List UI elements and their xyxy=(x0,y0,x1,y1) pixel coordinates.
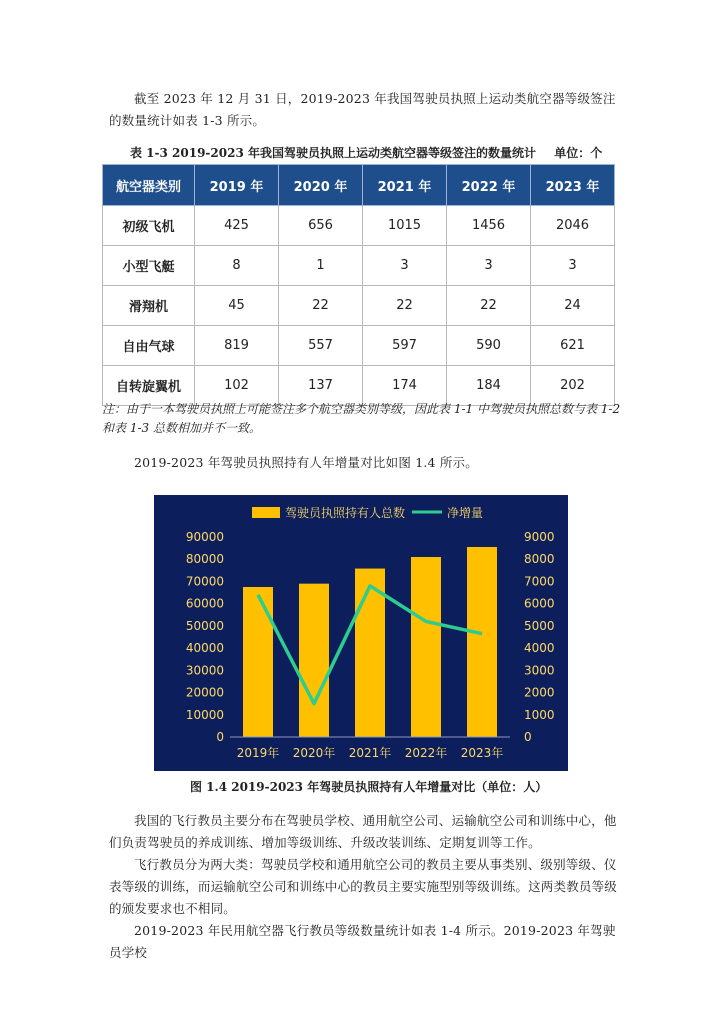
table-unit: 单位：个 xyxy=(554,146,603,160)
table-title: 表 1-3 2019-2023 年我国驾驶员执照上运动类航空器等级签注的数量统计 xyxy=(130,146,536,160)
instructors-paragraph-2: 飞行教员分为两大类：驾驶员学校和通用航空公司的教员主要从事类别、级别等级、仪表等级的训练，而运输航空公司和训练中心的教员主要实施型别等级训练。这两类教员等级的颁发要求也不相同。 xyxy=(109,857,618,916)
header-cell: 2021 年 xyxy=(363,165,447,206)
legend-swatch-bar xyxy=(252,507,280,518)
table-cell: 1456 xyxy=(447,206,531,246)
table-cell: 597 xyxy=(363,326,447,366)
row-label: 自由气球 xyxy=(103,326,195,366)
y-right-tick-label: 2000 xyxy=(524,685,555,700)
table-cell: 22 xyxy=(447,286,531,326)
table-cell: 174 xyxy=(363,366,447,406)
instructors-paragraph-1: 我国的飞行教员主要分布在驾驶员学校、通用航空公司、运输航空公司和训练中心，他们负责驾驶员的养成训练、增加等级训练、升级改装训练、定期复训等工作。 xyxy=(109,813,617,850)
bar-holders-total xyxy=(467,547,497,737)
row-label: 滑翔机 xyxy=(103,286,195,326)
table-cell: 102 xyxy=(195,366,279,406)
table-cell: 425 xyxy=(195,206,279,246)
table-cell: 590 xyxy=(447,326,531,366)
table-cell: 1 xyxy=(279,246,363,286)
table-cell: 8 xyxy=(195,246,279,286)
header-cell: 2023 年 xyxy=(531,165,615,206)
y-right-tick-label: 3000 xyxy=(524,663,555,678)
bar-holders-total xyxy=(411,557,441,737)
legend-label-line: 净增量 xyxy=(447,506,484,520)
table-cell: 656 xyxy=(279,206,363,246)
y-right-tick-label: 7000 xyxy=(524,574,555,589)
y-right-tick-label: 5000 xyxy=(524,618,555,633)
header-cell: 2020 年 xyxy=(279,165,363,206)
intro-paragraph: 截至 2023 年 12 月 31 日，2019-2023 年我国驾驶员执照上运动类航空器等级签注的数量统计如表 1-3 所示。 xyxy=(109,91,616,128)
table-cell: 3 xyxy=(363,246,447,286)
y-left-tick-label: 80000 xyxy=(185,552,224,567)
table-cell: 22 xyxy=(279,286,363,326)
x-tick-label: 2019年 xyxy=(236,746,280,760)
header-cell: 航空器类别 xyxy=(103,165,195,206)
y-left-tick-label: 60000 xyxy=(185,596,224,611)
row-label: 小型飞艇 xyxy=(103,246,195,286)
y-left-tick-label: 20000 xyxy=(185,685,224,700)
y-left-tick-label: 0 xyxy=(216,730,224,744)
y-right-tick-label: 0 xyxy=(524,730,532,744)
table-caption xyxy=(130,144,602,161)
y-left-tick-label: 30000 xyxy=(185,663,224,678)
bar-holders-total xyxy=(299,584,329,737)
table-row xyxy=(103,206,615,246)
figure-intro-paragraph: 2019-2023 年驾驶员执照持有人年增量对比如图 1.4 所示。 xyxy=(134,455,478,470)
table-header-row xyxy=(103,165,615,206)
header-cell: 2022 年 xyxy=(447,165,531,206)
table-cell: 819 xyxy=(195,326,279,366)
table-cell: 202 xyxy=(531,366,615,406)
y-left-tick-label: 10000 xyxy=(185,707,224,722)
aircraft-rating-table xyxy=(102,164,615,406)
table-cell: 621 xyxy=(531,326,615,366)
row-label: 自转旋翼机 xyxy=(103,366,195,406)
y-left-tick-label: 40000 xyxy=(185,641,224,656)
table-note: 注：由于一本驾驶员执照上可能签注多个航空器类别等级，因此表 1-1 中驾驶员执照总数与表 1-2 和表 1-3 总数相加并不一致。 xyxy=(102,402,621,435)
y-right-tick-label: 6000 xyxy=(524,596,555,611)
x-tick-label: 2021年 xyxy=(348,746,392,760)
x-tick-label: 2023年 xyxy=(460,746,504,760)
table-cell: 184 xyxy=(447,366,531,406)
table-cell: 557 xyxy=(279,326,363,366)
row-label: 初级飞机 xyxy=(103,206,195,246)
table-row xyxy=(103,326,615,366)
y-right-tick-label: 4000 xyxy=(524,641,555,656)
y-left-tick-label: 70000 xyxy=(185,574,224,589)
table-row xyxy=(103,246,615,286)
table-cell: 45 xyxy=(195,286,279,326)
y-left-tick-label: 50000 xyxy=(185,618,224,633)
x-tick-label: 2022年 xyxy=(404,746,448,760)
legend-label-bar: 驾驶员执照持有人总数 xyxy=(285,506,406,520)
x-tick-label: 2020年 xyxy=(292,746,336,760)
table-cell: 2046 xyxy=(531,206,615,246)
y-right-tick-label: 9000 xyxy=(524,530,555,544)
table-cell: 137 xyxy=(279,366,363,406)
table-cell: 3 xyxy=(531,246,615,286)
bar-holders-total xyxy=(243,587,273,737)
header-cell: 2019 年 xyxy=(195,165,279,206)
y-left-tick-label: 90000 xyxy=(185,530,224,544)
table-row xyxy=(103,286,615,326)
license-holders-chart xyxy=(154,495,568,771)
instructors-paragraph-3: 2019-2023 年民用航空器飞行教员等级数量统计如表 1-4 所示。2019-2023 年驾驶员学校 xyxy=(109,923,616,960)
table-cell: 24 xyxy=(531,286,615,326)
y-right-tick-label: 1000 xyxy=(524,707,555,722)
table-cell: 3 xyxy=(447,246,531,286)
table-cell: 1015 xyxy=(363,206,447,246)
y-right-tick-label: 8000 xyxy=(524,552,555,567)
table-cell: 22 xyxy=(363,286,447,326)
figure-caption: 图 1.4 2019-2023 年驾驶员执照持有人年增量对比（单位：人） xyxy=(190,780,548,794)
